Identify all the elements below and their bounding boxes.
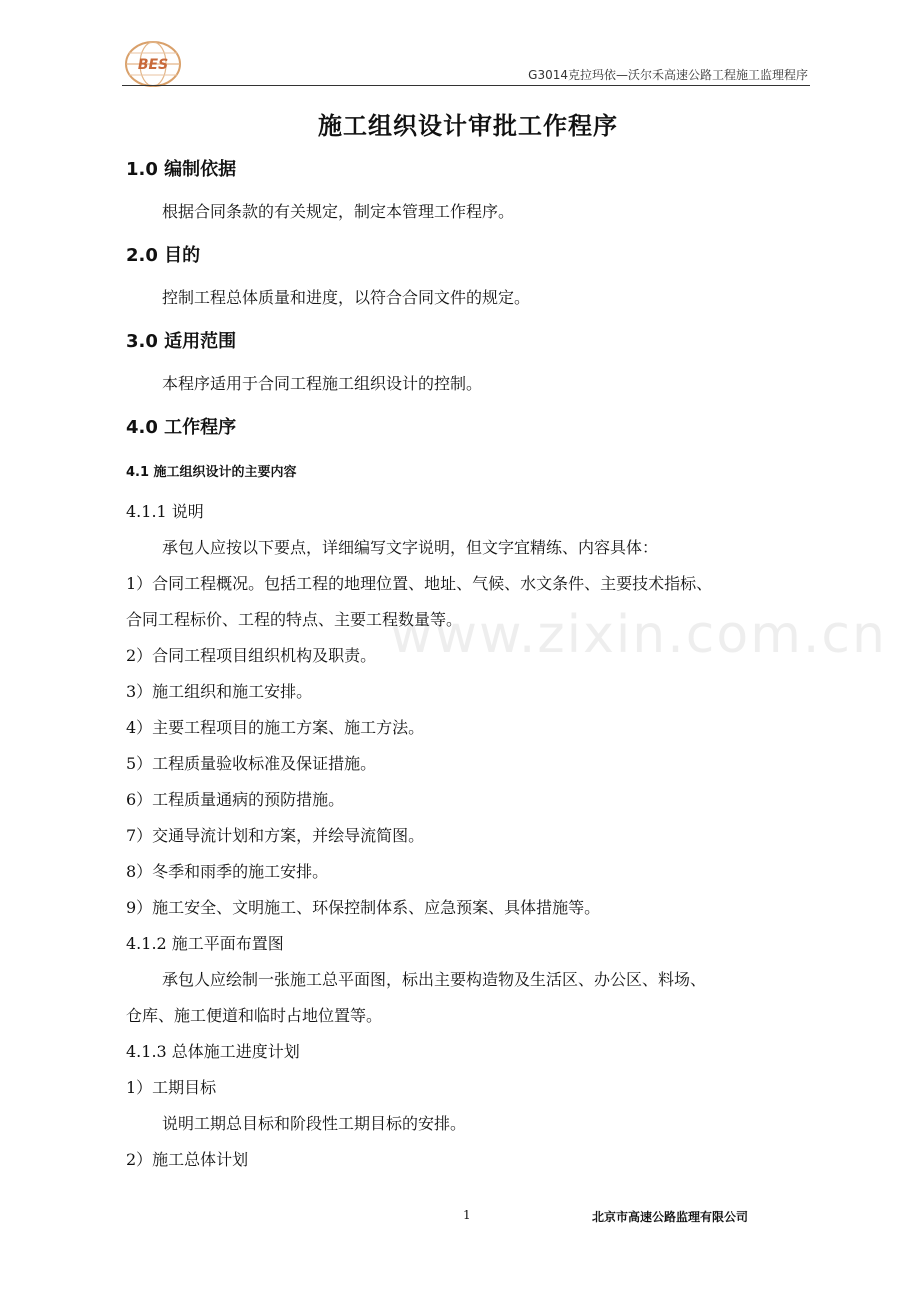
list-item: 9）施工安全、文明施工、环保控制体系、应急预案、具体措施等。 bbox=[126, 898, 601, 917]
logo-text: BES bbox=[137, 57, 169, 73]
list-item: 7）交通导流计划和方案，并绘导流简图。 bbox=[126, 826, 425, 845]
list-item: 3）施工组织和施工安排。 bbox=[126, 682, 313, 701]
section-heading: 4.0 工作程序 bbox=[126, 417, 237, 438]
section-heading: 2.0 目的 bbox=[126, 245, 201, 266]
list-item: 合同工程标价、工程的特点、主要工程数量等。 bbox=[126, 610, 463, 629]
document-title: 施工组织设计审批工作程序 bbox=[318, 111, 618, 140]
bes-logo bbox=[120, 38, 186, 90]
subsubsection-heading: 4.1.1 说明 bbox=[126, 502, 204, 521]
header-divider bbox=[122, 85, 810, 86]
paragraph: 承包人应按以下要点，详细编写文字说明，但文字宜精练、内容具体： bbox=[162, 538, 659, 557]
section-text: 根据合同条款的有关规定，制定本管理工作程序。 bbox=[162, 202, 515, 221]
paragraph: 承包人应绘制一张施工总平面图，标出主要构造物及生活区、办公区、料场、 bbox=[162, 970, 707, 989]
paragraph: 说明工期总目标和阶段性工期目标的安排。 bbox=[162, 1114, 467, 1133]
document-body bbox=[126, 100, 810, 1178]
list-item: 4）主要工程项目的施工方案、施工方法。 bbox=[126, 718, 425, 737]
section-heading: 1.0 编制依据 bbox=[126, 159, 237, 180]
section-text: 控制工程总体质量和进度，以符合合同文件的规定。 bbox=[162, 288, 531, 307]
page-number: 1 bbox=[463, 1208, 471, 1222]
subsection-heading: 4.1 施工组织设计的主要内容 bbox=[126, 465, 297, 480]
list-item: 8）冬季和雨季的施工安排。 bbox=[126, 862, 329, 881]
subsubsection-heading: 4.1.3 总体施工进度计划 bbox=[126, 1042, 300, 1061]
header-title: G3014克拉玛依—沃尔禾高速公路工程施工监理程序 bbox=[528, 68, 808, 82]
list-item: 6）工程质量通病的预防措施。 bbox=[126, 790, 345, 809]
list-item: 2）施工总体计划 bbox=[126, 1150, 249, 1169]
section-text: 本程序适用于合同工程施工组织设计的控制。 bbox=[162, 374, 483, 393]
list-item: 1）合同工程概况。包括工程的地理位置、地址、气候、水文条件、主要技术指标、 bbox=[126, 574, 713, 593]
paragraph: 仓库、施工便道和临时占地位置等。 bbox=[126, 1006, 383, 1025]
list-item: 1）工期目标 bbox=[126, 1078, 217, 1097]
watermark: www.zixin.com.cn bbox=[390, 605, 887, 665]
subsubsection-heading: 4.1.2 施工平面布置图 bbox=[126, 934, 284, 953]
list-item: 5）工程质量验收标准及保证措施。 bbox=[126, 754, 377, 773]
list-item: 2）合同工程项目组织机构及职责。 bbox=[126, 646, 377, 665]
section-heading: 3.0 适用范围 bbox=[126, 331, 237, 352]
footer-company: 北京市高速公路监理有限公司 bbox=[592, 1210, 749, 1224]
